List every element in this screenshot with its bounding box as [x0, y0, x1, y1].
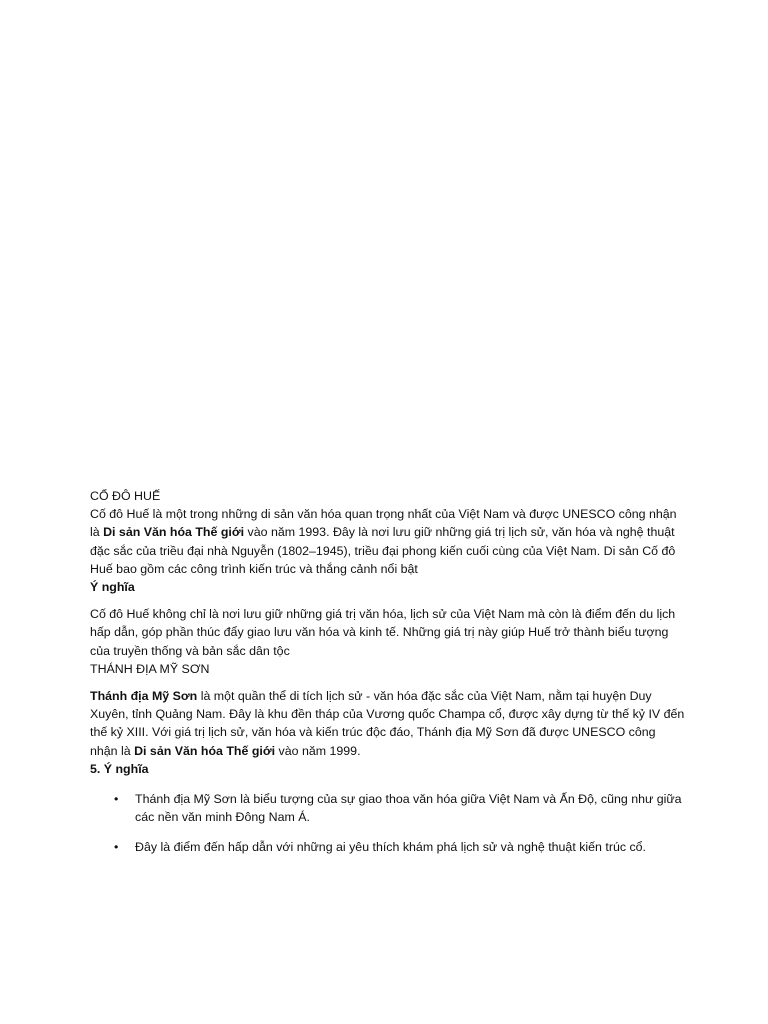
section-heading-my-son: THÁNH ĐỊA MỸ SƠN [90, 661, 210, 676]
bullet-icon: • [114, 792, 119, 807]
subheading-y-nghia: Ý nghĩa [90, 580, 135, 595]
spacer [90, 678, 685, 687]
bullet-icon: • [114, 840, 119, 855]
list-item [90, 790, 685, 826]
spacer [90, 596, 685, 605]
paragraph-co-do-hue-significance: Cố đô Huế không chỉ là nơi lưu giữ những giá trị văn hóa, lịch sử của Việt Nam mà còn là điểm đến du lịch hấp dẫn, góp phần thúc đẩy giao lưu văn hóa và kinh tế. Những giá trị này giúp Huế trở thành biểu tượng của truyền thống và bản sắc dân tộc [90, 607, 676, 658]
paragraph-text: vào năm 1999. [275, 743, 361, 758]
subheading-5-y-nghia: 5. Ý nghĩa [90, 761, 149, 776]
paragraph-text: là một quần thể di tích lịch sử - văn hóa đặc sắc của Việt Nam, nằm tại huyện Duy Xuyên, tỉnh Quảng Nam. Đây là khu đền tháp của Vương quốc Champa cổ, được xây dựng từ thế kỷ IV đến thế kỷ XIII. Với giá trị lịch sử, văn hóa và kiến trúc độc đáo, Thánh địa Mỹ Sơn đã được UNESCO công nhận là [90, 689, 685, 758]
paragraph-text: vào năm 1993. Đây là nơi lưu giữ những giá trị lịch sử, văn hóa và nghệ thuật đặc sắc của triều đại nhà Nguyễn (1802–1945), triều đại phong kiến cuối cùng của Việt Nam. Di sản Cố đô Huế bao gồm các công trình kiến trúc và thắng cảnh nổi bật [90, 525, 676, 576]
bold-my-son-name: Thánh địa Mỹ Sơn [90, 689, 198, 704]
section-heading-co-do-hue: CỔ ĐÔ HUẾ [90, 489, 161, 503]
significance-bullet-list [90, 790, 685, 857]
paragraph-my-son-intro [90, 687, 685, 760]
document-body [90, 487, 685, 869]
paragraph-text: Cố đô Huế là một trong những di sản văn hóa quan trọng nhất của Việt Nam và được UNESCO công nhận là [90, 507, 677, 540]
bold-heritage-title: Di sản Văn hóa Thế giới [134, 743, 276, 758]
bold-heritage-title: Di sản Văn hóa Thế giới [103, 525, 245, 540]
list-item-text: Thánh địa Mỹ Sơn là biểu tượng của sự giao thoa văn hóa giữa Việt Nam và Ấn Độ, cũng như giữa các nền văn minh Đông Nam Á. [135, 792, 682, 825]
list-item-text: Đây là điểm đến hấp dẫn với những ai yêu thích khám phá lịch sử và nghệ thuật kiến trúc cổ. [135, 840, 646, 855]
list-item [90, 838, 685, 856]
paragraph-co-do-hue-intro [90, 505, 685, 578]
